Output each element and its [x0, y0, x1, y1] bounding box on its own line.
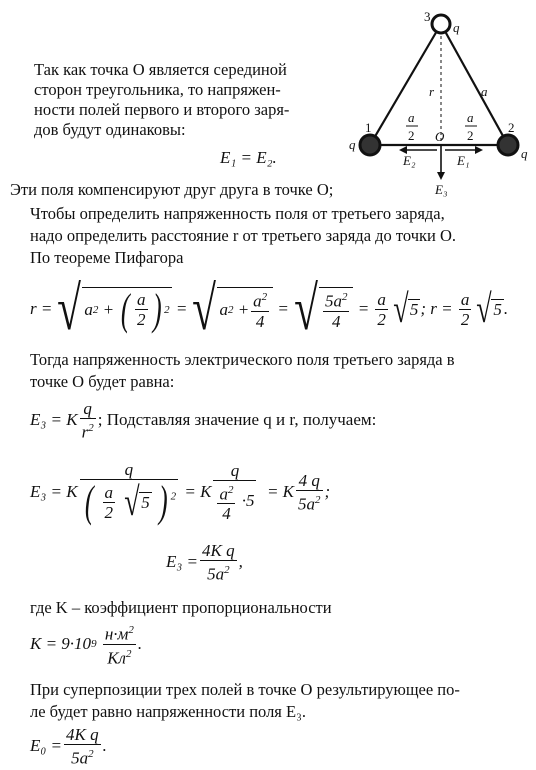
label-q-left: q: [349, 137, 356, 152]
charge-2: [498, 135, 518, 155]
equation-r: r = √ a 2 + ( $\frac{a}{2}$ ) 2 = √ a 2 + $\frac{a^2}{4}$ = √ $\frac{5a^2}{4}$ = $\frac{a}{2}$ √ 5 ; r = $\frac{a}{2}$ √ 5 .: [30, 275, 509, 343]
label-a2-left-num: a: [408, 110, 415, 125]
p-pythagoras: По теореме Пифагора: [30, 248, 184, 267]
p-find-r-1: Чтобы определить напряженность поля от третьего заряда,: [30, 204, 445, 223]
p-compensate: Эти поля компенсируют друг друга в точке O;: [10, 180, 334, 199]
label-r: r: [429, 84, 435, 99]
label-a2-left-den: 2: [408, 128, 415, 143]
equation-e3-final: E₃ = $\frac{\text{4K q}}{5a^2}$ ,: [166, 540, 243, 584]
intro-paragraph: [34, 60, 334, 140]
label-3: 3: [424, 9, 431, 24]
label-a2-right-num: a: [467, 110, 474, 125]
triangle-diagram: [345, 4, 535, 204]
vector-e1-head: [475, 146, 483, 154]
label-q-right: q: [521, 146, 528, 161]
vector-e3-head: [437, 172, 445, 180]
intro-line: дов будут одинаковы:: [34, 120, 186, 139]
p-superposition-2: ле будет равно напряженности поля E₃.: [30, 702, 306, 721]
intro-line: сторон треугольника, то напряжен-: [34, 80, 281, 99]
intro-line: ности полей первого и второго заря-: [34, 100, 290, 119]
equation-e0: E₀ = $\frac{\text{4K q}}{5a^2}$ .: [30, 724, 107, 768]
charge-3: [432, 15, 450, 33]
label-E3: E₃: [435, 182, 448, 197]
p-then-1: Тогда напряженность электрического поля третьего заряда в: [30, 350, 455, 369]
intro-line: Так как точка O является серединой: [34, 60, 287, 79]
label-a: a: [481, 84, 488, 99]
charge-1: [360, 135, 380, 155]
label-E2: E₂: [403, 153, 416, 168]
equation-e1-e2: E₁ = E₂.: [220, 148, 277, 167]
side-2-3: [441, 24, 508, 145]
equation-e3-definition: E₃ = K $\frac{q}{r^2}$ ; Подставляя значение q и r, получаем:: [30, 398, 377, 442]
label-q-top: q: [453, 20, 460, 35]
label-E1: E₁: [457, 153, 470, 168]
p-then-2: точке O будет равна:: [30, 372, 175, 391]
label-2: 2: [508, 120, 515, 135]
equation-e3-substitution: E₃ = K q ( $\frac{a}{2}$ √5 ) $^2$ = K q $\frac{a^2}{4}$ ·5 = K $\frac{4 q}{5a^2}$ ;: [30, 460, 331, 526]
label-1: 1: [365, 120, 372, 135]
p-superposition-1: При суперпозиции трех полей в точке O результирующее по-: [30, 680, 460, 699]
label-O: O: [435, 129, 445, 144]
equation-k: K = 9·10 9 $\frac{н\cdot м^2}{Кл^2}$ .: [30, 623, 143, 668]
p-find-r-2: надо определить расстояние r от третьего заряда до точки O.: [30, 226, 457, 245]
p-where-k: где K – коэффициент пропорциональности: [30, 598, 332, 617]
label-a2-right-den: 2: [467, 128, 474, 143]
